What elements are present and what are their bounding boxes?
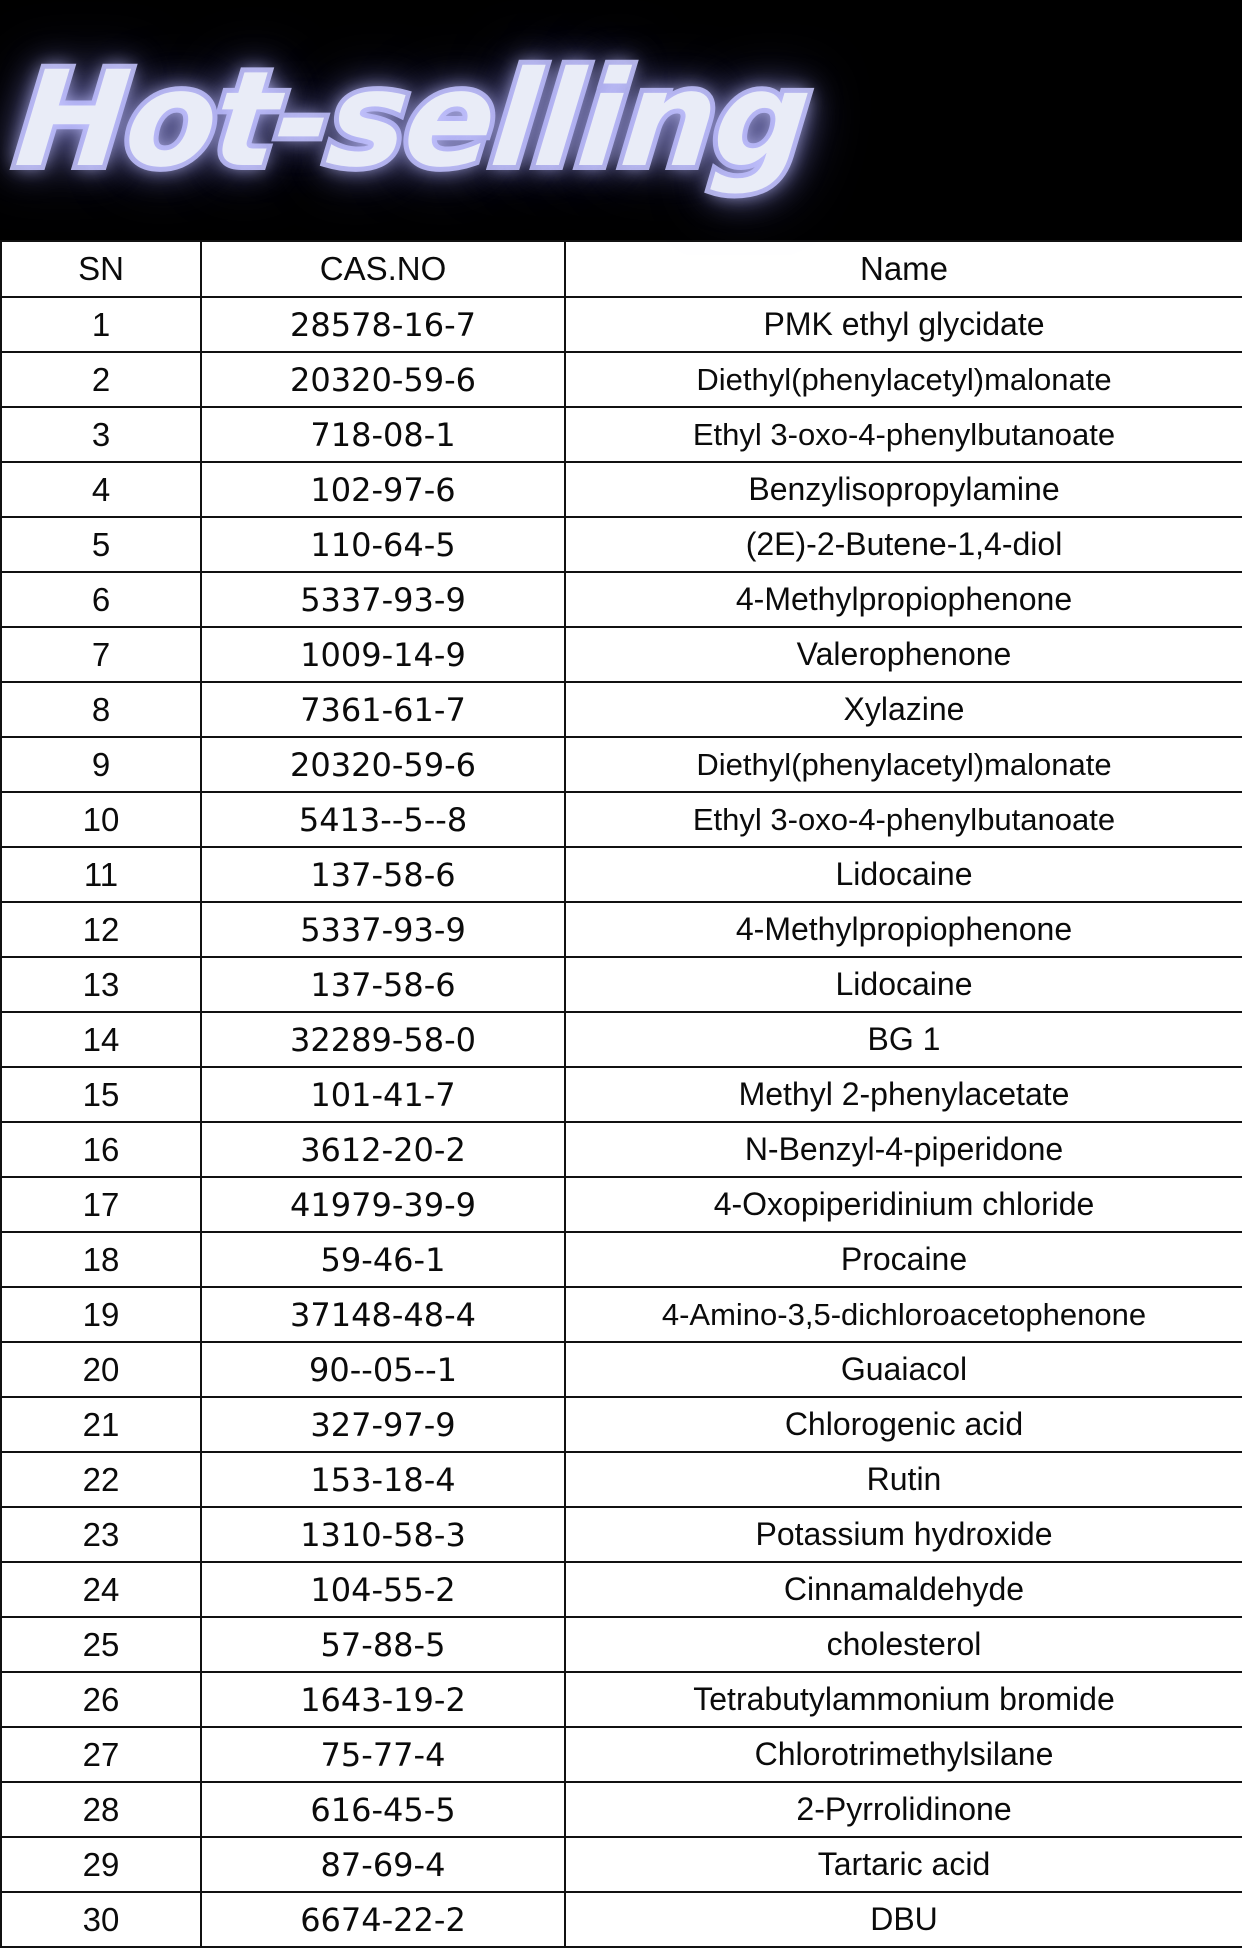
cell-cas-no: 5337-93-9 bbox=[201, 572, 565, 627]
cell-cas-no: 104-55-2 bbox=[201, 1562, 565, 1617]
cell-product-name: 4-Methylpropiophenone bbox=[565, 572, 1242, 627]
table-row bbox=[1, 902, 1242, 957]
cell-product-name: Ethyl 3-oxo-4-phenylbutanoate bbox=[565, 792, 1242, 847]
cell-cas-no: 5337-93-9 bbox=[201, 902, 565, 957]
cell-cas-no: 616-45-5 bbox=[201, 1782, 565, 1837]
table-row bbox=[1, 792, 1242, 847]
table-row bbox=[1, 462, 1242, 517]
cell-product-name: Guaiacol bbox=[565, 1342, 1242, 1397]
cell-cas-no: 137-58-6 bbox=[201, 847, 565, 902]
product-table bbox=[0, 240, 1242, 1948]
cell-product-name: 4-Oxopiperidinium chloride bbox=[565, 1177, 1242, 1232]
table-row bbox=[1, 1672, 1242, 1727]
table-row bbox=[1, 1562, 1242, 1617]
table-row bbox=[1, 1727, 1242, 1782]
cell-product-name: Rutin bbox=[565, 1452, 1242, 1507]
cell-product-name: 4-Methylpropiophenone bbox=[565, 902, 1242, 957]
cell-cas-no: 75-77-4 bbox=[201, 1727, 565, 1782]
cell-sn: 9 bbox=[1, 737, 201, 792]
cell-product-name: Ethyl 3-oxo-4-phenylbutanoate bbox=[565, 407, 1242, 462]
table-header-row bbox=[1, 241, 1242, 297]
table-row bbox=[1, 682, 1242, 737]
product-table-container bbox=[0, 240, 1242, 1948]
table-row bbox=[1, 352, 1242, 407]
cell-sn: 25 bbox=[1, 1617, 201, 1672]
cell-sn: 11 bbox=[1, 847, 201, 902]
cell-sn: 14 bbox=[1, 1012, 201, 1067]
cell-sn: 1 bbox=[1, 297, 201, 352]
cell-product-name: 4-Amino-3,5-dichloroacetophenone bbox=[565, 1287, 1242, 1342]
column-header-cas: CAS.NO bbox=[201, 241, 565, 297]
cell-cas-no: 32289-58-0 bbox=[201, 1012, 565, 1067]
cell-cas-no: 87-69-4 bbox=[201, 1837, 565, 1892]
cell-sn: 12 bbox=[1, 902, 201, 957]
cell-product-name: cholesterol bbox=[565, 1617, 1242, 1672]
cell-product-name: Chlorogenic acid bbox=[565, 1397, 1242, 1452]
cell-cas-no: 327-97-9 bbox=[201, 1397, 565, 1452]
table-row bbox=[1, 1782, 1242, 1837]
table-row bbox=[1, 517, 1242, 572]
cell-product-name: Cinnamaldehyde bbox=[565, 1562, 1242, 1617]
table-row bbox=[1, 1067, 1242, 1122]
cell-cas-no: 20320-59-6 bbox=[201, 737, 565, 792]
cell-product-name: Benzylisopropylamine bbox=[565, 462, 1242, 517]
cell-product-name: (2E)-2-Butene-1,4-diol bbox=[565, 517, 1242, 572]
table-row bbox=[1, 1122, 1242, 1177]
table-row bbox=[1, 1287, 1242, 1342]
cell-sn: 15 bbox=[1, 1067, 201, 1122]
cell-sn: 8 bbox=[1, 682, 201, 737]
table-row bbox=[1, 1452, 1242, 1507]
cell-product-name: Lidocaine bbox=[565, 847, 1242, 902]
table-row bbox=[1, 572, 1242, 627]
cell-cas-no: 28578-16-7 bbox=[201, 297, 565, 352]
cell-sn: 21 bbox=[1, 1397, 201, 1452]
table-row bbox=[1, 1892, 1242, 1947]
cell-sn: 23 bbox=[1, 1507, 201, 1562]
cell-product-name: Lidocaine bbox=[565, 957, 1242, 1012]
cell-sn: 5 bbox=[1, 517, 201, 572]
table-row bbox=[1, 957, 1242, 1012]
cell-product-name: Tetrabutylammonium bromide bbox=[565, 1672, 1242, 1727]
table-row bbox=[1, 297, 1242, 352]
cell-cas-no: 41979-39-9 bbox=[201, 1177, 565, 1232]
table-row bbox=[1, 1617, 1242, 1672]
cell-cas-no: 6674-22-2 bbox=[201, 1892, 565, 1947]
cell-product-name: N-Benzyl-4-piperidone bbox=[565, 1122, 1242, 1177]
cell-cas-no: 1643-19-2 bbox=[201, 1672, 565, 1727]
cell-cas-no: 59-46-1 bbox=[201, 1232, 565, 1287]
cell-cas-no: 153-18-4 bbox=[201, 1452, 565, 1507]
cell-cas-no: 57-88-5 bbox=[201, 1617, 565, 1672]
table-row bbox=[1, 847, 1242, 902]
cell-product-name: Chlorotrimethylsilane bbox=[565, 1727, 1242, 1782]
cell-sn: 18 bbox=[1, 1232, 201, 1287]
cell-product-name: DBU bbox=[565, 1892, 1242, 1947]
cell-product-name: Methyl 2-phenylacetate bbox=[565, 1067, 1242, 1122]
cell-sn: 26 bbox=[1, 1672, 201, 1727]
table-row bbox=[1, 737, 1242, 792]
cell-cas-no: 20320-59-6 bbox=[201, 352, 565, 407]
cell-sn: 22 bbox=[1, 1452, 201, 1507]
cell-sn: 28 bbox=[1, 1782, 201, 1837]
cell-cas-no: 37148-48-4 bbox=[201, 1287, 565, 1342]
table-row bbox=[1, 1012, 1242, 1067]
promo-banner bbox=[0, 0, 1242, 240]
cell-sn: 2 bbox=[1, 352, 201, 407]
cell-cas-no: 102-97-6 bbox=[201, 462, 565, 517]
table-row bbox=[1, 1232, 1242, 1287]
cell-product-name: Valerophenone bbox=[565, 627, 1242, 682]
cell-sn: 3 bbox=[1, 407, 201, 462]
table-row bbox=[1, 1342, 1242, 1397]
cell-sn: 30 bbox=[1, 1892, 201, 1947]
cell-product-name: PMK ethyl glycidate bbox=[565, 297, 1242, 352]
cell-cas-no: 5413--5--8 bbox=[201, 792, 565, 847]
table-body bbox=[1, 297, 1242, 1947]
cell-sn: 10 bbox=[1, 792, 201, 847]
cell-product-name: 2-Pyrrolidinone bbox=[565, 1782, 1242, 1837]
cell-sn: 6 bbox=[1, 572, 201, 627]
cell-sn: 19 bbox=[1, 1287, 201, 1342]
cell-product-name: Diethyl(phenylacetyl)malonate bbox=[565, 352, 1242, 407]
table-row bbox=[1, 407, 1242, 462]
cell-product-name: Xylazine bbox=[565, 682, 1242, 737]
cell-sn: 13 bbox=[1, 957, 201, 1012]
column-header-sn: SN bbox=[1, 241, 201, 297]
cell-cas-no: 718-08-1 bbox=[201, 407, 565, 462]
cell-sn: 17 bbox=[1, 1177, 201, 1232]
column-header-name: Name bbox=[565, 241, 1242, 297]
cell-product-name: Tartaric acid bbox=[565, 1837, 1242, 1892]
cell-product-name: BG 1 bbox=[565, 1012, 1242, 1067]
table-header bbox=[1, 241, 1242, 297]
cell-cas-no: 7361-61-7 bbox=[201, 682, 565, 737]
cell-sn: 16 bbox=[1, 1122, 201, 1177]
cell-sn: 7 bbox=[1, 627, 201, 682]
cell-sn: 20 bbox=[1, 1342, 201, 1397]
cell-cas-no: 1009-14-9 bbox=[201, 627, 565, 682]
table-row bbox=[1, 627, 1242, 682]
cell-sn: 29 bbox=[1, 1837, 201, 1892]
cell-sn: 27 bbox=[1, 1727, 201, 1782]
table-row bbox=[1, 1397, 1242, 1452]
cell-cas-no: 137-58-6 bbox=[201, 957, 565, 1012]
cell-product-name: Procaine bbox=[565, 1232, 1242, 1287]
cell-cas-no: 110-64-5 bbox=[201, 517, 565, 572]
cell-sn: 4 bbox=[1, 462, 201, 517]
cell-product-name: Potassium hydroxide bbox=[565, 1507, 1242, 1562]
banner-title: Hot-selling bbox=[9, 43, 816, 197]
cell-sn: 24 bbox=[1, 1562, 201, 1617]
cell-cas-no: 1310-58-3 bbox=[201, 1507, 565, 1562]
table-row bbox=[1, 1837, 1242, 1892]
cell-cas-no: 3612-20-2 bbox=[201, 1122, 565, 1177]
cell-cas-no: 90--05--1 bbox=[201, 1342, 565, 1397]
table-row bbox=[1, 1507, 1242, 1562]
cell-cas-no: 101-41-7 bbox=[201, 1067, 565, 1122]
table-row bbox=[1, 1177, 1242, 1232]
cell-product-name: Diethyl(phenylacetyl)malonate bbox=[565, 737, 1242, 792]
